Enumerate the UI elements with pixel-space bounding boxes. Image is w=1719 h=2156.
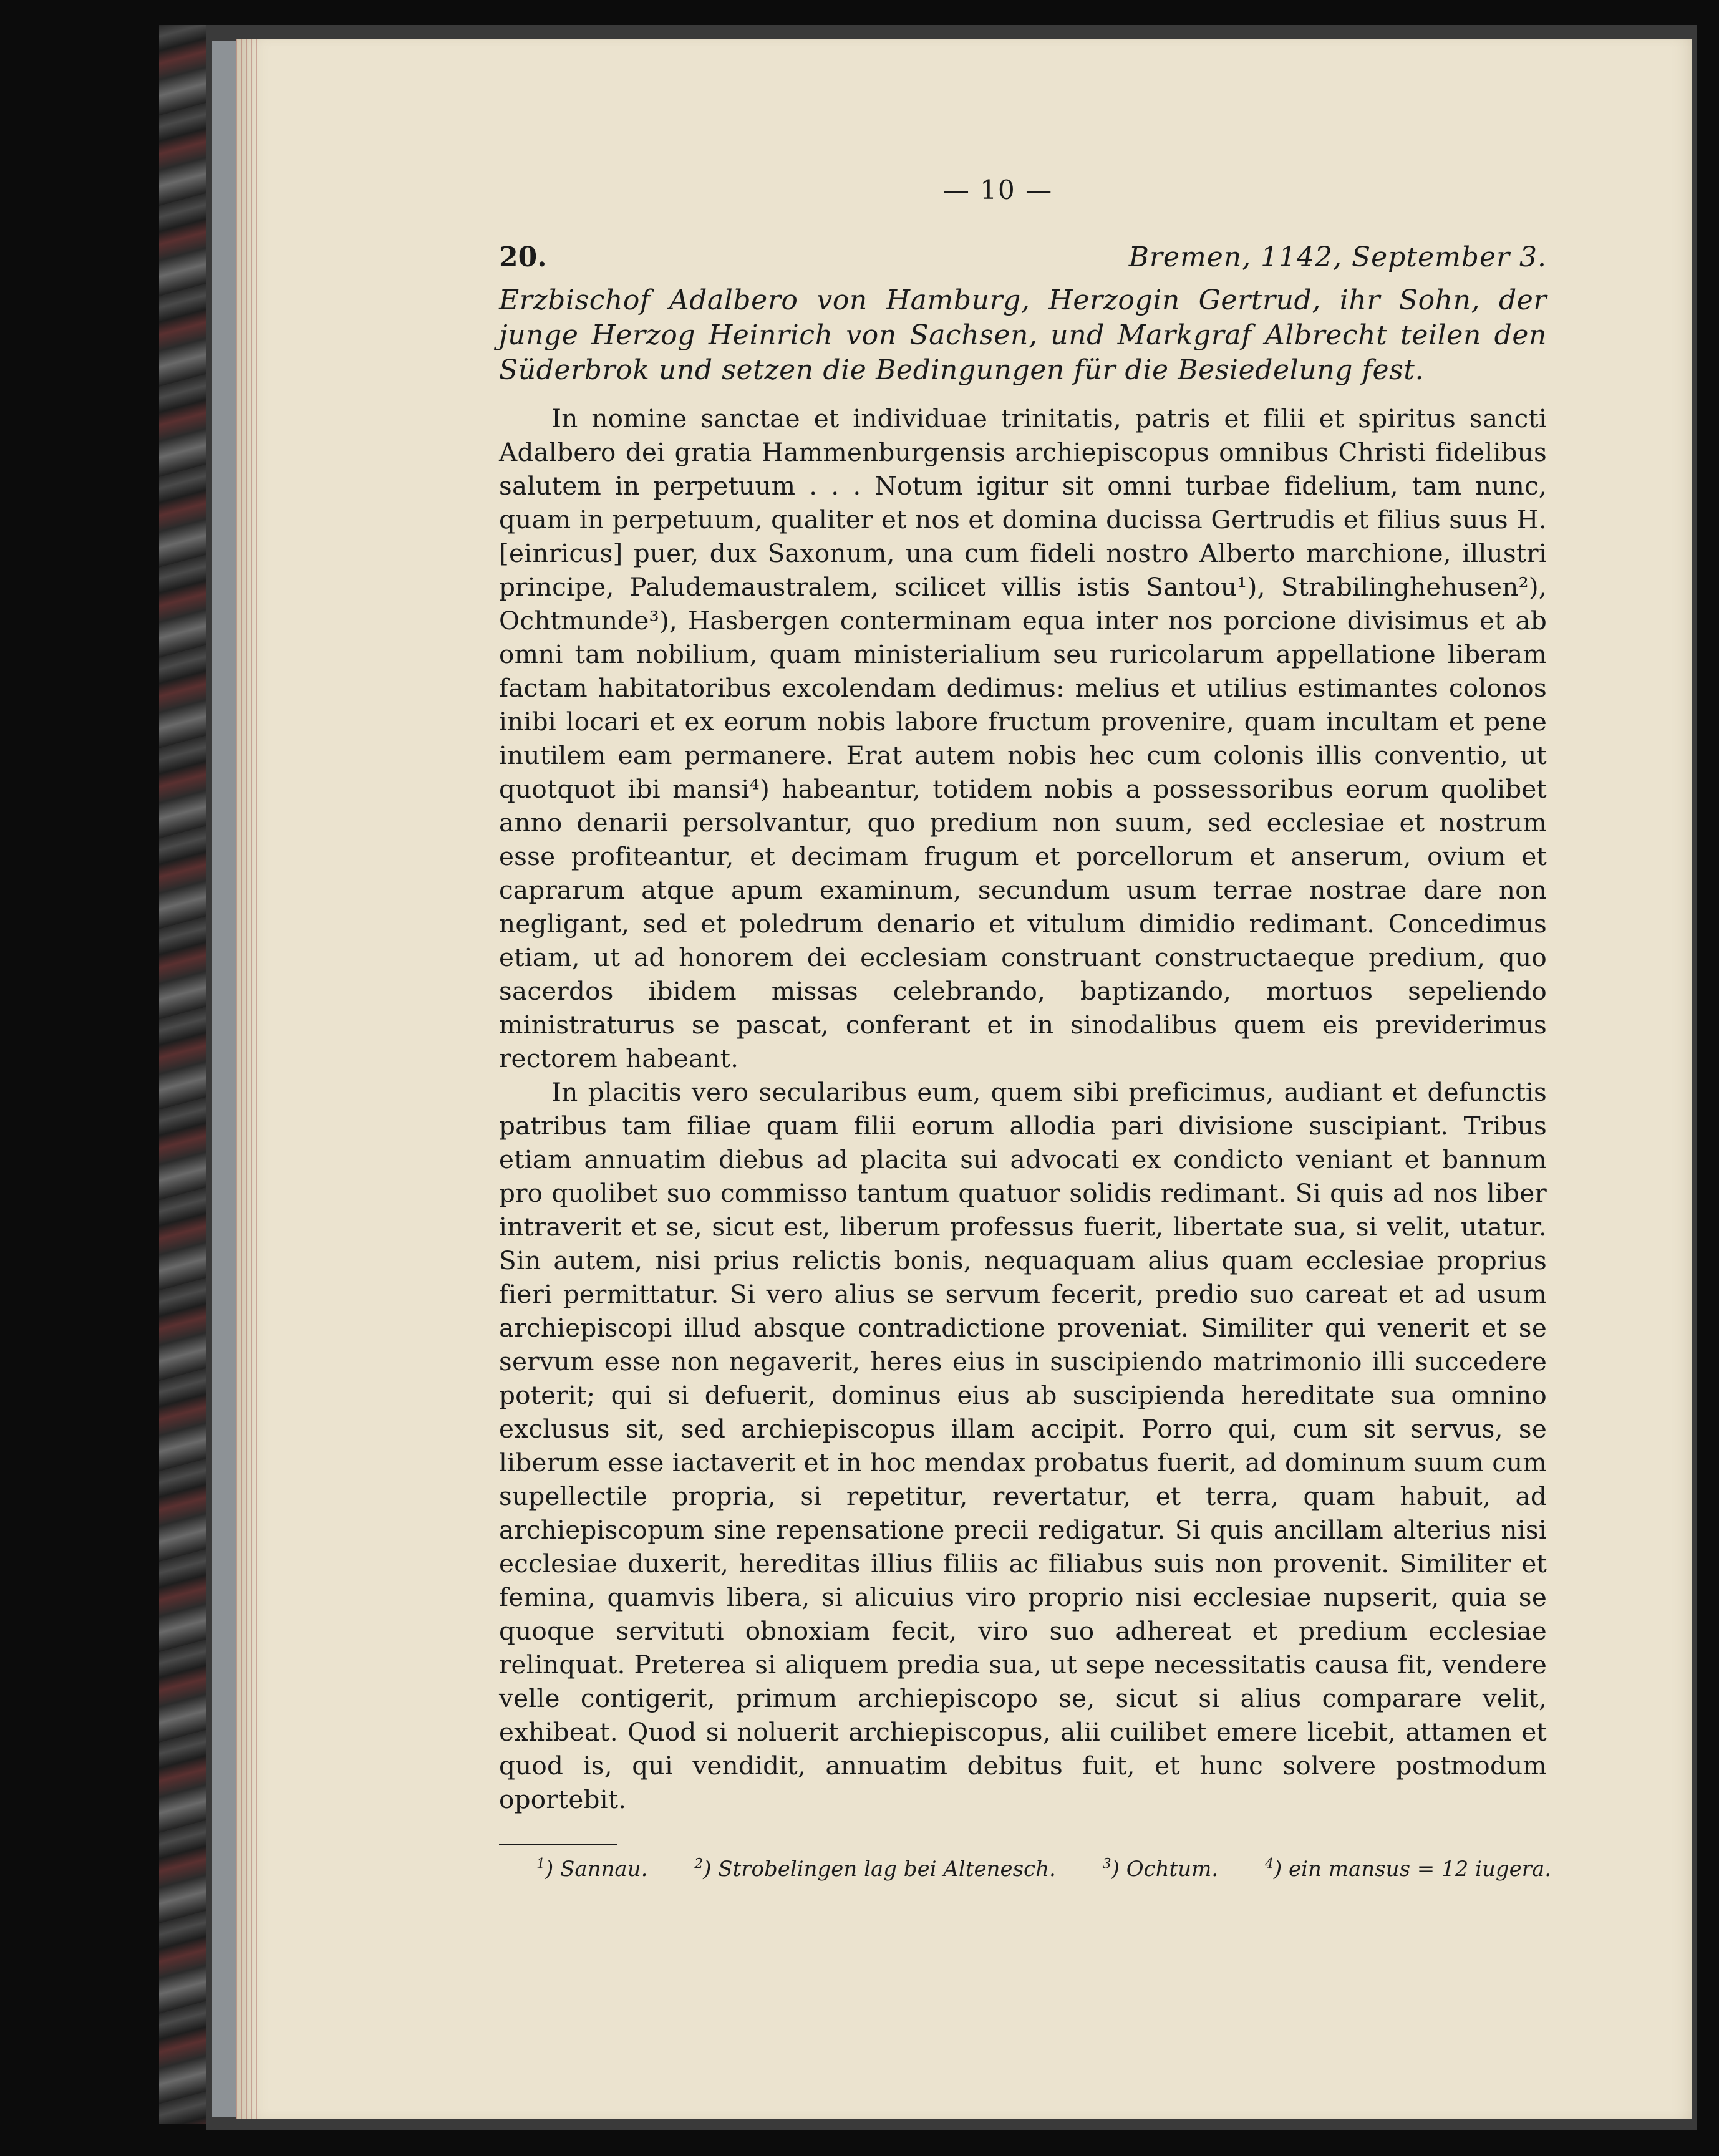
dateline: Bremen, 1142, September 3. bbox=[1128, 241, 1547, 273]
footnote: $^2$) Strobelingen lag bei Altenesch. bbox=[694, 1857, 1056, 1882]
page-content bbox=[499, 175, 1552, 1882]
document-number: 20. bbox=[499, 241, 547, 273]
page-number: — 10 — bbox=[942, 175, 1053, 205]
summary: Erzbischof Adalbero von Hamburg, Herzogin Gertrud, ihr Sohn, der junge Herzog Heinrich von Sachsen, und Markgraf Albrecht teilen den Süderbrok und setzen die Bedingungen für die Besiedelung fest. bbox=[499, 284, 1547, 386]
body-text bbox=[499, 402, 1547, 1816]
footnote-divider bbox=[499, 1844, 617, 1845]
gutter-strip bbox=[212, 41, 237, 2117]
footnotes bbox=[499, 1857, 1552, 1882]
paragraph: In placitis vero secularibus eum, quem sibi preficimus, audiant et defunctis patribus tam filiae quam filii eorum allodia pari divisione suscipiant. Tribus etiam annuatim diebus ad placita sui advocati ex condicto veniant et bannum pro quolibet suo commisso tantum quatuor solidis redimant. Si quis ad nos liber intraverit et se, sicut est, liberum professus fuerit, libertate sua, si velit, utatur. Sin autem, nisi prius relictis bonis, nequaquam alius quam ecclesiae proprius fieri permittatur. Si vero alius se servum fecerit, predio suo careat et ad usum archiepiscopi illud absque contradictione proveniat. Similiter qui venerit et se servum esse non negaverit, heres eius in suscipiendo matrimonio illi succedere poterit; qui si defuerit, dominus eius ab suscipienda hereditate sua omnino exclusus sit, sed archiepiscopus illam accipit. Porro qui, cum sit servus, se liberum esse iactaverit et in hoc mendax probatus fuerit, ad dominum suum cum supellectile propria, si repetitur, revertatur, et terra, quam habuit, ad archiepiscopum sine repensatione precii redigatur. Si quis ancillam alterius nisi ecclesiae duxerit, hereditas illius filiis ac filiabus suis non provenit. Similiter et femina, quamvis libera, si alicuius viro proprio nisi ecclesiae nupserit, quia se quoque servituti obnoxiam fecit, viro suo adhereat et predium ecclesiae relinquat. Preterea si aliquem predia sua, ut sepe necessitatis causa fit, vendere velle contigerit, primum archiepiscopo se, sicut si alius comparare velit, exhibeat. Quod si noluerit archiepiscopus, alii cuilibet emere licebit, attamen et quod is, qui vendidit, annuatim debitus fuit, et hunc solvere postmodum oportebit. bbox=[499, 1077, 1547, 1814]
document-header bbox=[499, 241, 1547, 273]
paragraph: In nomine sanctae et individuae trinitatis, patris et filii et spiritus sancti Adalbero dei gratia Hammenburgensis archiepiscopus omnibus Christi fidelibus salutem in perpetuum . . . Notum igitur sit omni turbae fidelium, tam nunc, quam in perpetuum, qualiter et nos et domina ducissa Gertrudis et filius suus H.[einricus] puer, dux Saxonum, una cum fideli nostro Alberto marchione, illustri principe, Paludemaustralem, scilicet villis istis Santou¹), Strabilinghehusen²), Ochtmunde³), Hasbergen conterminam equa inter nos porcione divisimus et ab omni tam nobilium, quam ministerialium seu ruricolarum appellatione liberam factam habitatoribus excolendam dedimus: melius et utilius estimantes colonos inibi locari et ex eorum nobis labore fructum provenire, quam incultam et pene inutilem eam permanere. Erat autem nobis hec cum colonis illis conventio, ut quotquot ibi mansi⁴) habeantur, totidem nobis a possessoribus eorum quolibet anno denarii persolvantur, quo predium non suum, sed ecclesiae et nostrum esse profiteantur, et decimam frugum et porcellorum et anserum, ovium et caprarum atque apum examinum, secundum usum terrae nostrae dare non negligant, sed et poledrum denario et vitulum dimidio redimant. Concedimus etiam, ut ad honorem dei ecclesiam construant constructaeque predium, quo sacerdos ibidem missas celebrando, baptizando, mortuos sepeliendo ministraturus se pascat, conferant et in sinodalibus quem eis previderimus rectorem habeant. bbox=[499, 404, 1547, 1073]
page-edge-lines bbox=[236, 39, 261, 2119]
footnote: $^1$) Sannau. bbox=[536, 1857, 648, 1882]
footnote: $^3$) Ochtum. bbox=[1102, 1857, 1219, 1882]
footnote: $^4$) ein mansus = 12 iugera. bbox=[1264, 1857, 1552, 1882]
